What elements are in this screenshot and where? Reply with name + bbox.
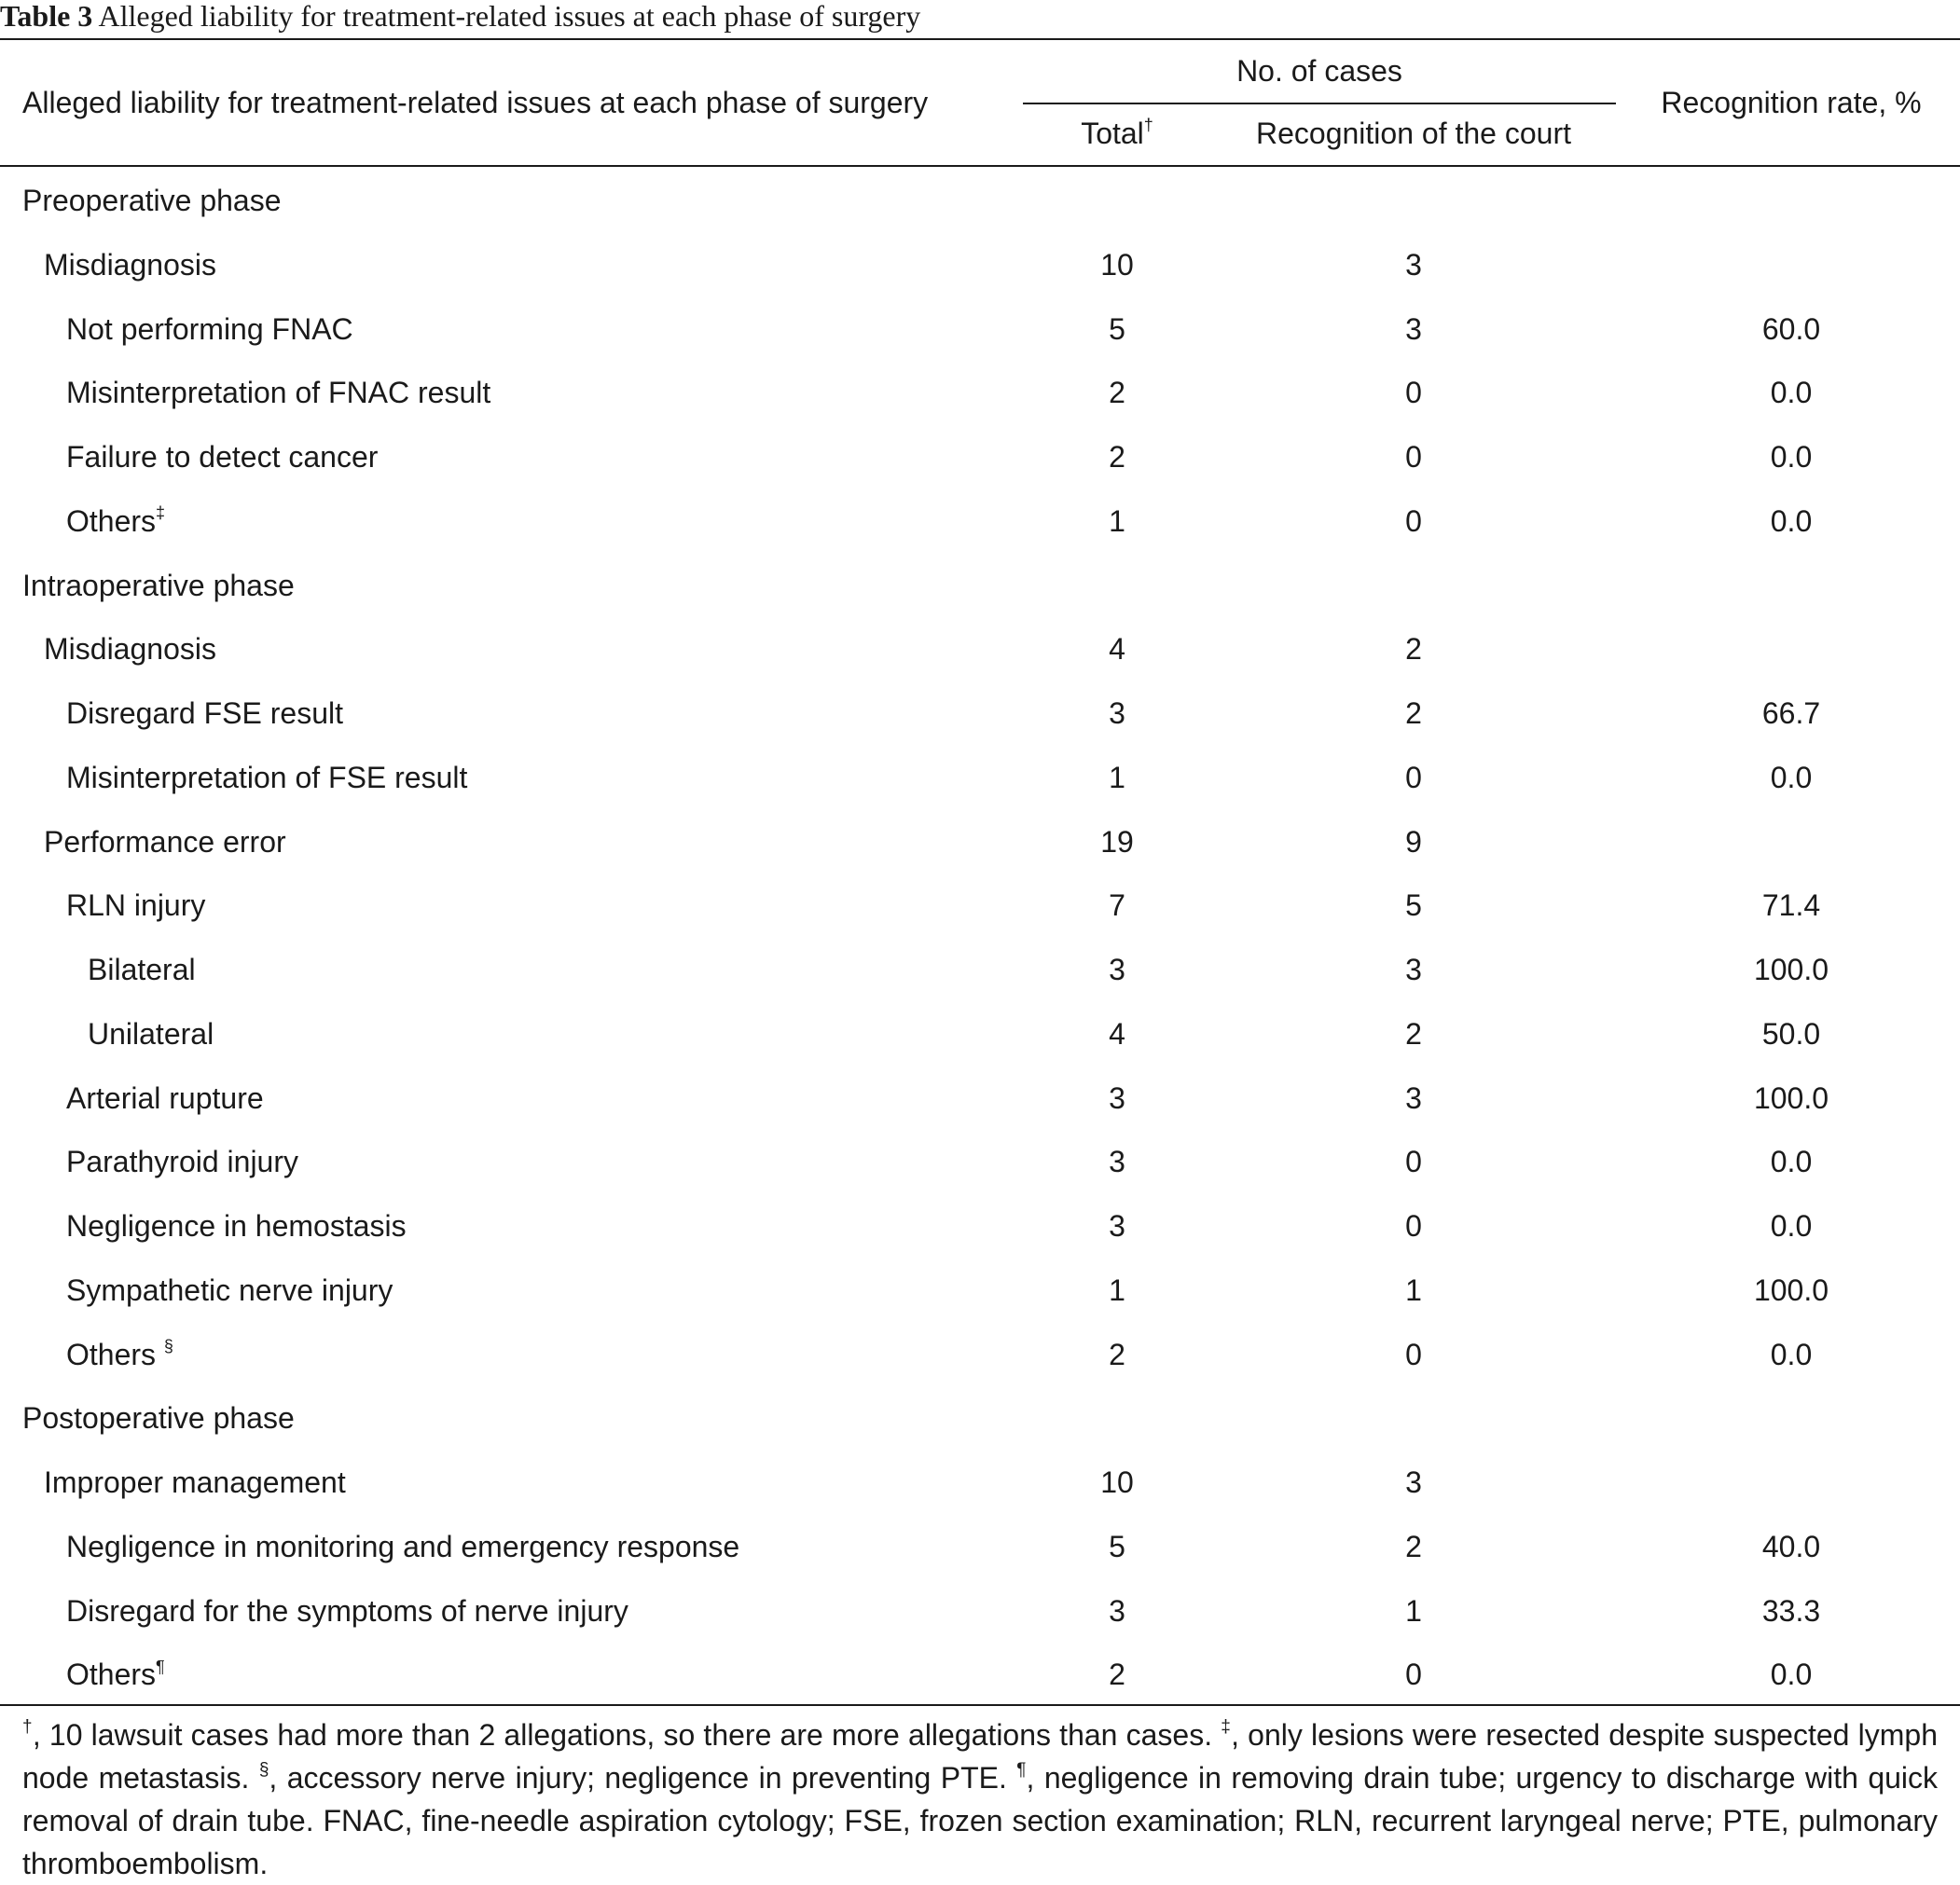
table-caption	[0, 0, 1960, 37]
cell-rate	[1626, 1259, 1956, 1322]
cell-court	[1227, 1130, 1600, 1193]
cell-court-text: 1	[1405, 1593, 1422, 1628]
cell-total	[1024, 1579, 1210, 1643]
cell-rate-text: 60.0	[1761, 311, 1821, 346]
row-label	[66, 1643, 165, 1706]
cell-court	[1227, 297, 1600, 361]
column-header-item: Alleged liability for treatment-related issues at each phase of surgery	[22, 86, 929, 119]
column-header-rate: Recognition rate, %	[1661, 86, 1922, 119]
cell-total	[1024, 810, 1210, 874]
footnote-mark: †	[22, 1717, 33, 1738]
row-label	[22, 554, 295, 617]
table-footnote	[22, 1713, 1938, 1885]
cell-total	[1024, 938, 1210, 1001]
cell-total	[1024, 361, 1210, 424]
cell-court	[1227, 874, 1600, 937]
row-label-text: Failure to detect cancer	[66, 440, 379, 474]
cell-rate	[1626, 938, 1956, 1001]
cell-court-text: 3	[1405, 1080, 1422, 1115]
row-label	[88, 1002, 214, 1066]
cell-court-text: 2	[1405, 1529, 1422, 1563]
table-row	[0, 1130, 1960, 1193]
cell-total	[1024, 425, 1210, 488]
column-group-header: No. of cases	[1236, 54, 1402, 88]
row-label-text: Postoperative phase	[22, 1401, 295, 1436]
cell-rate-text: 40.0	[1761, 1529, 1821, 1563]
footnote-text: , only lesions were resected despite suspected lymph node metastasis.	[22, 1718, 1938, 1795]
cell-total-text: 7	[1109, 888, 1125, 923]
row-label-text: Disregard FSE result	[66, 696, 343, 730]
cell-court-text: 2	[1405, 696, 1422, 730]
row-label	[66, 1323, 173, 1386]
table-row	[0, 1386, 1960, 1450]
table-row	[0, 489, 1960, 553]
table-row	[0, 1066, 1960, 1130]
cell-rate-text: 100.0	[1753, 1273, 1829, 1307]
cell-rate	[1626, 425, 1956, 488]
cell-rate	[1626, 297, 1956, 361]
cell-court-text: 5	[1405, 888, 1422, 923]
table-row	[0, 1323, 1960, 1386]
cell-rate-text: 0.0	[1770, 376, 1813, 410]
table-row	[0, 938, 1960, 1001]
footnote-mark: †	[1143, 116, 1153, 135]
cell-court	[1227, 1066, 1600, 1130]
cell-court	[1227, 681, 1600, 745]
cell-court-text: 3	[1405, 953, 1422, 986]
cell-rate	[1626, 1515, 1956, 1578]
cell-court	[1227, 1451, 1600, 1514]
cell-rate	[1626, 361, 1956, 424]
cell-total	[1024, 233, 1210, 296]
row-label	[66, 361, 490, 424]
cell-rate-text: 0.0	[1770, 760, 1813, 794]
cell-rate-text: 0.0	[1770, 1337, 1813, 1371]
cell-total-text: 1	[1109, 503, 1125, 538]
row-label	[66, 297, 353, 361]
cell-rate-text: 0.0	[1770, 1145, 1813, 1179]
cell-total	[1024, 489, 1210, 553]
row-label-text: Disregard for the symptoms of nerve injury	[66, 1593, 628, 1628]
footnote-mark: ‡	[1221, 1717, 1232, 1738]
cell-total	[1024, 1323, 1210, 1386]
cell-rate-text: 0.0	[1770, 440, 1813, 474]
column-header-total-label: Total	[1081, 117, 1144, 150]
cell-rate	[1626, 1643, 1956, 1706]
cell-rate-text: 0.0	[1770, 1209, 1813, 1243]
cell-total-text: 10	[1100, 1465, 1134, 1499]
cell-rate-text: 71.4	[1761, 888, 1821, 923]
cell-rate	[1626, 681, 1956, 745]
cell-court-text: 9	[1405, 824, 1422, 859]
table-row	[0, 810, 1960, 874]
cell-rate-text: 100.0	[1753, 953, 1829, 986]
table-row	[0, 1194, 1960, 1258]
group-header-rule	[1023, 103, 1616, 104]
cell-total-text: 19	[1100, 824, 1134, 859]
cell-court-text: 0	[1405, 1658, 1422, 1692]
row-label-text: Performance error	[44, 824, 286, 859]
cell-rate	[1626, 1066, 1956, 1130]
cell-rate-text: 33.3	[1761, 1593, 1821, 1628]
table-row	[0, 1643, 1960, 1706]
row-label	[44, 233, 216, 296]
row-label-text: Unilateral	[88, 1016, 214, 1051]
cell-rate	[1626, 1579, 1956, 1643]
cell-court	[1227, 489, 1600, 553]
row-label	[66, 746, 467, 809]
table-row	[0, 554, 1960, 617]
cell-total-text: 3	[1109, 1209, 1125, 1243]
cell-total	[1024, 746, 1210, 809]
cell-court	[1227, 938, 1600, 1001]
row-label	[44, 810, 286, 874]
table-title: Alleged liability for treatment-related issues at each phase of surgery	[98, 0, 921, 33]
footnote-text: , negligence in removing drain tube; urgency to discharge with quick removal of drain tube. FNAC, fine-needle aspiration cytology; FSE, frozen section examination; RLN, recurrent laryngeal nerve; PTE, pulmonary thromboembolism.	[22, 1761, 1939, 1880]
cell-court	[1227, 617, 1600, 681]
cell-court	[1227, 1579, 1600, 1643]
cell-total	[1024, 617, 1210, 681]
table-row	[0, 233, 1960, 296]
cell-rate	[1626, 746, 1956, 809]
table-row	[0, 874, 1960, 937]
cell-rate	[1626, 1130, 1956, 1193]
row-label	[22, 1386, 295, 1450]
row-label	[66, 1579, 628, 1643]
table-row	[0, 746, 1960, 809]
cell-total	[1024, 874, 1210, 937]
cell-total-text: 3	[1109, 1593, 1125, 1628]
cell-total-text: 3	[1109, 696, 1125, 730]
cell-court	[1227, 425, 1600, 488]
row-label	[66, 1515, 739, 1578]
cell-total-text: 4	[1109, 1016, 1125, 1051]
row-label	[22, 169, 282, 232]
cell-court	[1227, 1259, 1600, 1322]
cell-total	[1024, 1259, 1210, 1322]
cell-court-text: 0	[1405, 440, 1422, 474]
row-label-text: Bilateral	[88, 953, 196, 986]
table-row	[0, 361, 1960, 424]
cell-total	[1024, 1130, 1210, 1193]
cell-total	[1024, 1194, 1210, 1258]
row-label	[88, 938, 196, 1001]
row-label-text: Others	[66, 503, 157, 538]
cell-total-text: 4	[1109, 632, 1125, 667]
cell-total	[1024, 1515, 1210, 1578]
header-rule	[0, 165, 1960, 167]
cell-court-text: 0	[1405, 760, 1422, 794]
row-label	[66, 425, 378, 488]
footnote-text: , 10 lawsuit cases had more than 2 allegations, so there are more allegations than cases.	[32, 1718, 1222, 1752]
cell-court	[1227, 361, 1600, 424]
cell-court-text: 3	[1405, 1465, 1422, 1499]
cell-court	[1227, 1002, 1600, 1066]
row-label	[66, 874, 205, 937]
row-label-text: Improper management	[44, 1465, 346, 1499]
cell-court	[1227, 1643, 1600, 1706]
cell-court	[1227, 233, 1600, 296]
row-label-text: Misinterpretation of FSE result	[66, 760, 468, 794]
cell-total-text: 1	[1109, 1273, 1125, 1307]
cell-court-text: 0	[1405, 376, 1422, 410]
cell-total-text: 2	[1109, 1337, 1125, 1371]
cell-total-text: 3	[1109, 1080, 1125, 1115]
table-row	[0, 617, 1960, 681]
cell-total-text: 2	[1109, 376, 1125, 410]
footnote-mark: §	[163, 1336, 173, 1355]
cell-court	[1227, 810, 1600, 874]
row-label-text: Sympathetic nerve injury	[66, 1273, 393, 1307]
table-row	[0, 681, 1960, 745]
row-label-text: Negligence in hemostasis	[66, 1209, 407, 1243]
cell-total-text: 10	[1100, 247, 1134, 282]
cell-total	[1024, 1002, 1210, 1066]
table-row	[0, 1579, 1960, 1643]
row-label-text: Parathyroid injury	[66, 1145, 298, 1179]
row-label	[66, 1259, 393, 1322]
row-label	[66, 1066, 264, 1130]
cell-total	[1024, 1066, 1210, 1130]
cell-rate	[1626, 874, 1956, 937]
cell-court-text: 0	[1405, 1145, 1422, 1179]
bottom-rule	[0, 1704, 1960, 1706]
table-row	[0, 1515, 1960, 1578]
cell-rate	[1626, 1002, 1956, 1066]
footnote-mark: ¶	[156, 1657, 165, 1676]
cell-total	[1024, 681, 1210, 745]
cell-total-text: 5	[1109, 311, 1125, 346]
cell-total-text: 2	[1109, 1658, 1125, 1692]
table-row	[0, 1002, 1960, 1066]
row-label	[66, 1130, 298, 1193]
table-number: Table 3	[0, 0, 93, 33]
row-label-text: Misdiagnosis	[44, 247, 216, 282]
cell-court	[1227, 1323, 1600, 1386]
cell-rate	[1626, 1323, 1956, 1386]
row-label-text: Misinterpretation of FNAC result	[66, 376, 491, 410]
table-row	[0, 1259, 1960, 1322]
cell-total-text: 3	[1109, 953, 1125, 986]
row-label	[66, 681, 343, 745]
cell-court-text: 0	[1405, 503, 1422, 538]
row-label-text: Not performing FNAC	[66, 311, 353, 346]
cell-total-text: 1	[1109, 760, 1125, 794]
row-label-text: Preoperative phase	[22, 184, 282, 217]
cell-total-text: 3	[1109, 1145, 1125, 1179]
row-label-text: Arterial rupture	[66, 1080, 264, 1115]
footnote-mark: ¶	[1016, 1760, 1027, 1781]
cell-total-text: 2	[1109, 440, 1125, 474]
table-row	[0, 169, 1960, 232]
cell-court-text: 0	[1405, 1337, 1422, 1371]
column-header-court: Recognition of the court	[1256, 117, 1571, 150]
row-label-text: Misdiagnosis	[44, 632, 216, 667]
row-label-text: Intraoperative phase	[22, 568, 295, 602]
cell-rate-text: 0.0	[1770, 1658, 1813, 1692]
cell-court-text: 2	[1405, 1016, 1422, 1051]
cell-court	[1227, 746, 1600, 809]
cell-court-text: 1	[1405, 1273, 1422, 1307]
row-label	[66, 489, 165, 553]
row-label-text: RLN injury	[66, 888, 206, 923]
footnote-mark: ‡	[156, 503, 166, 523]
cell-total-text: 5	[1109, 1529, 1125, 1563]
table-row	[0, 1451, 1960, 1514]
cell-rate	[1626, 1194, 1956, 1258]
cell-court-text: 0	[1405, 1209, 1422, 1243]
cell-total	[1024, 1451, 1210, 1514]
row-label-text: Negligence in monitoring and emergency response	[66, 1529, 740, 1563]
cell-rate-text: 50.0	[1761, 1016, 1821, 1051]
row-label-text: Others	[66, 1658, 157, 1692]
footnote-text: , accessory nerve injury; negligence in preventing PTE.	[269, 1761, 1017, 1795]
cell-total	[1024, 297, 1210, 361]
column-header-total	[1024, 117, 1210, 150]
cell-rate-text: 100.0	[1753, 1080, 1829, 1115]
row-label	[44, 1451, 346, 1514]
cell-rate	[1626, 489, 1956, 553]
footnote-mark: §	[258, 1760, 269, 1781]
cell-court-text: 3	[1405, 311, 1422, 346]
cell-court	[1227, 1515, 1600, 1578]
table-row	[0, 425, 1960, 488]
top-rule	[0, 38, 1960, 40]
row-label	[66, 1194, 407, 1258]
cell-court-text: 2	[1405, 632, 1422, 667]
row-label	[44, 617, 216, 681]
cell-rate-text: 0.0	[1770, 503, 1813, 538]
table-row	[0, 297, 1960, 361]
row-label-text: Others	[66, 1337, 164, 1371]
cell-court	[1227, 1194, 1600, 1258]
cell-court-text: 3	[1405, 247, 1422, 282]
cell-total	[1024, 1643, 1210, 1706]
cell-rate-text: 66.7	[1761, 696, 1821, 730]
